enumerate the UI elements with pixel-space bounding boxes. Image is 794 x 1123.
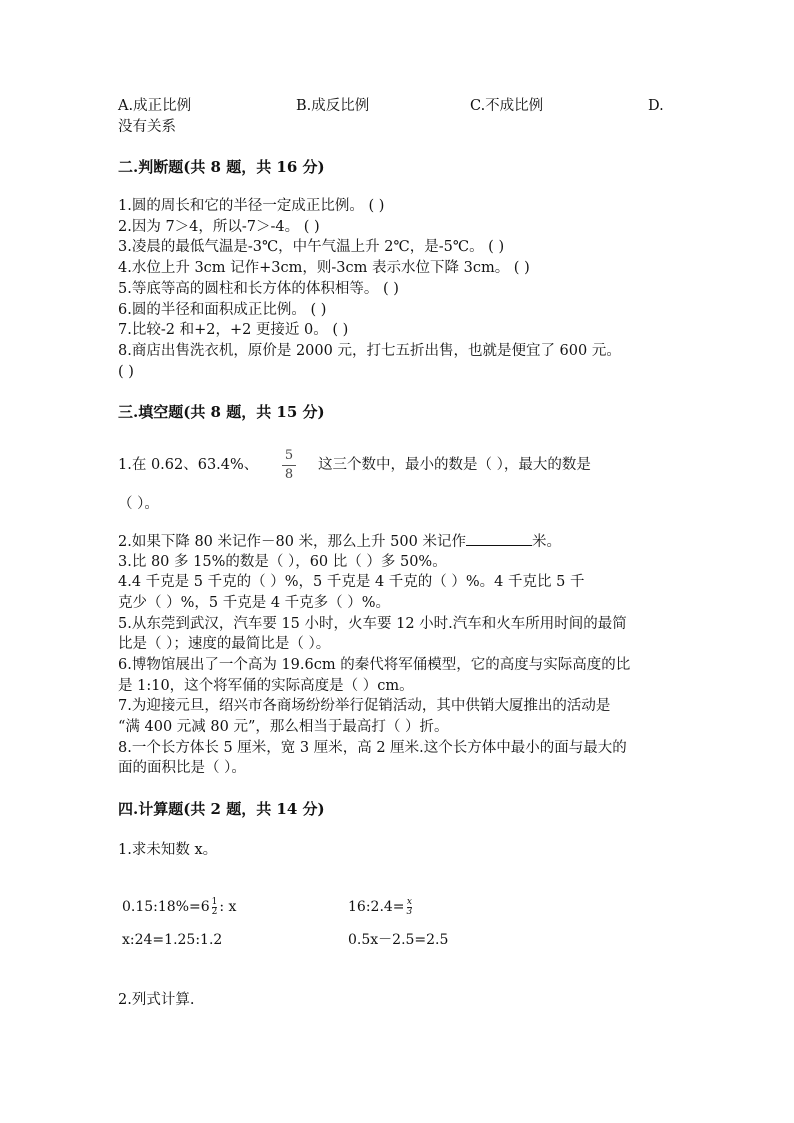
judge-item-3: 3.凌晨的最低气温是-3℃，中午气温上升 2℃，是-5℃。 ( ) bbox=[118, 239, 505, 255]
judge-item-7: 7.比较-2 和+2，+2 更接近 0。 ( ) bbox=[118, 322, 349, 338]
fill-item-8-line-2: 面的面积比是（ ）。 bbox=[118, 760, 246, 776]
equation-1-suffix: : x bbox=[219, 899, 237, 915]
fill-item-7-line-1: 7.为迎接元旦，绍兴市各商场纷纷举行促销活动，其中供销大厦推出的活动是 bbox=[118, 698, 611, 714]
equation-1 bbox=[122, 897, 236, 917]
section-3-heading: 三.填空题(共 8 题，共 15 分) bbox=[118, 403, 325, 421]
fraction-numerator: 5 bbox=[284, 448, 294, 463]
equation-4: 0.5x－2.5=2.5 bbox=[348, 932, 449, 948]
fill-item-8-line-1: 8.一个长方体长 5 厘米，宽 3 厘米，高 2 厘米.这个长方体中最小的面与最大的 bbox=[118, 740, 627, 756]
judge-item-6: 6.圆的半径和面积成正比例。 ( ) bbox=[118, 302, 327, 318]
fill-item-2-prefix: 2.如果下降 80 米记作－80 米，那么上升 500 米记作 bbox=[118, 534, 466, 550]
fill-item-1-suffix: 这三个数中，最小的数是（ ），最大的数是 bbox=[318, 457, 591, 473]
fill-item-4-line-2: 克少（ ）%，5 千克是 4 千克多（ ）%。 bbox=[118, 595, 391, 611]
equation-2-fraction bbox=[407, 898, 413, 917]
judge-item-1: 1.圆的周长和它的半径一定成正比例。 ( ) bbox=[118, 198, 385, 214]
fill-item-4-line-1: 4.4 千克是 5 千克的（ ）%，5 千克是 4 千克的（ ）%。4 千克比 5 千 bbox=[118, 574, 585, 590]
judge-item-8-blank: ( ) bbox=[118, 364, 134, 380]
choice-c: C.不成比例 bbox=[470, 98, 544, 114]
fraction-denominator: 3 bbox=[406, 906, 413, 917]
equation-2-prefix: 16:2.4= bbox=[348, 899, 405, 915]
calc-item-1-title: 1.求未知数 x。 bbox=[118, 842, 218, 858]
fill-item-3: 3.比 80 多 15%的数是（ ），60 比（ ）多 50%。 bbox=[118, 554, 447, 570]
fill-item-7-line-2: “满 400 元减 80 元”，那么相当于最高打（ ）折。 bbox=[118, 719, 449, 735]
choice-d-continuation: 没有关系 bbox=[118, 119, 176, 135]
choice-d: D. bbox=[648, 98, 664, 114]
fraction-five-eighths bbox=[282, 448, 296, 483]
fraction-bar bbox=[282, 465, 296, 466]
equation-1-fraction bbox=[212, 898, 218, 917]
fill-item-1-continuation: （ ）。 bbox=[118, 496, 159, 512]
fill-item-6-line-2: 是 1:10，这个将军俑的实际高度是（ ）cm。 bbox=[118, 678, 414, 694]
judge-item-4: 4.水位上升 3cm 记作+3cm，则-3cm 表示水位下降 3cm。 ( ) bbox=[118, 260, 530, 276]
answer-blank-line bbox=[466, 531, 532, 546]
equation-1-prefix: 0.15:18%=6 bbox=[122, 899, 210, 915]
choice-a: A.成正比例 bbox=[118, 98, 192, 114]
fill-item-2 bbox=[118, 531, 561, 552]
fraction-denominator: 8 bbox=[284, 467, 294, 482]
judge-item-2: 2.因为 7＞4，所以-7＞-4。 ( ) bbox=[118, 219, 320, 235]
section-4-heading: 四.计算题(共 2 题，共 14 分) bbox=[118, 800, 325, 818]
fraction-denominator: 2 bbox=[211, 906, 218, 917]
equation-2 bbox=[348, 897, 414, 917]
fill-item-5-line-2: 比是（ ）；速度的最简比是（ ）。 bbox=[118, 636, 331, 652]
equation-3: x:24=1.25:1.2 bbox=[122, 932, 223, 948]
calc-item-2-title: 2.列式计算. bbox=[118, 992, 195, 1008]
judge-item-8: 8.商店出售洗衣机，原价是 2000 元，打七五折出售，也就是便宜了 600 元。 bbox=[118, 343, 621, 359]
section-2-heading: 二.判断题(共 8 题，共 16 分) bbox=[118, 158, 325, 176]
choice-b: B.成反比例 bbox=[296, 98, 370, 114]
fill-item-2-suffix: 米。 bbox=[531, 534, 561, 550]
fraction-numerator: 1 bbox=[211, 896, 218, 907]
fill-item-6-line-1: 6.博物馆展出了一个高为 19.6cm 的秦代将军俑模型，它的高度与实际高度的比 bbox=[118, 657, 631, 673]
fill-item-1-prefix: 1.在 0.62、63.4%、 bbox=[118, 457, 259, 473]
fill-item-5-line-1: 5.从东莞到武汉，汽车要 15 小时，火车要 12 小时.汽车和火车所用时间的最简 bbox=[118, 616, 627, 632]
fraction-numerator: x bbox=[406, 896, 412, 907]
judge-item-5: 5.等底等高的圆柱和长方体的体积相等。 ( ) bbox=[118, 281, 399, 297]
